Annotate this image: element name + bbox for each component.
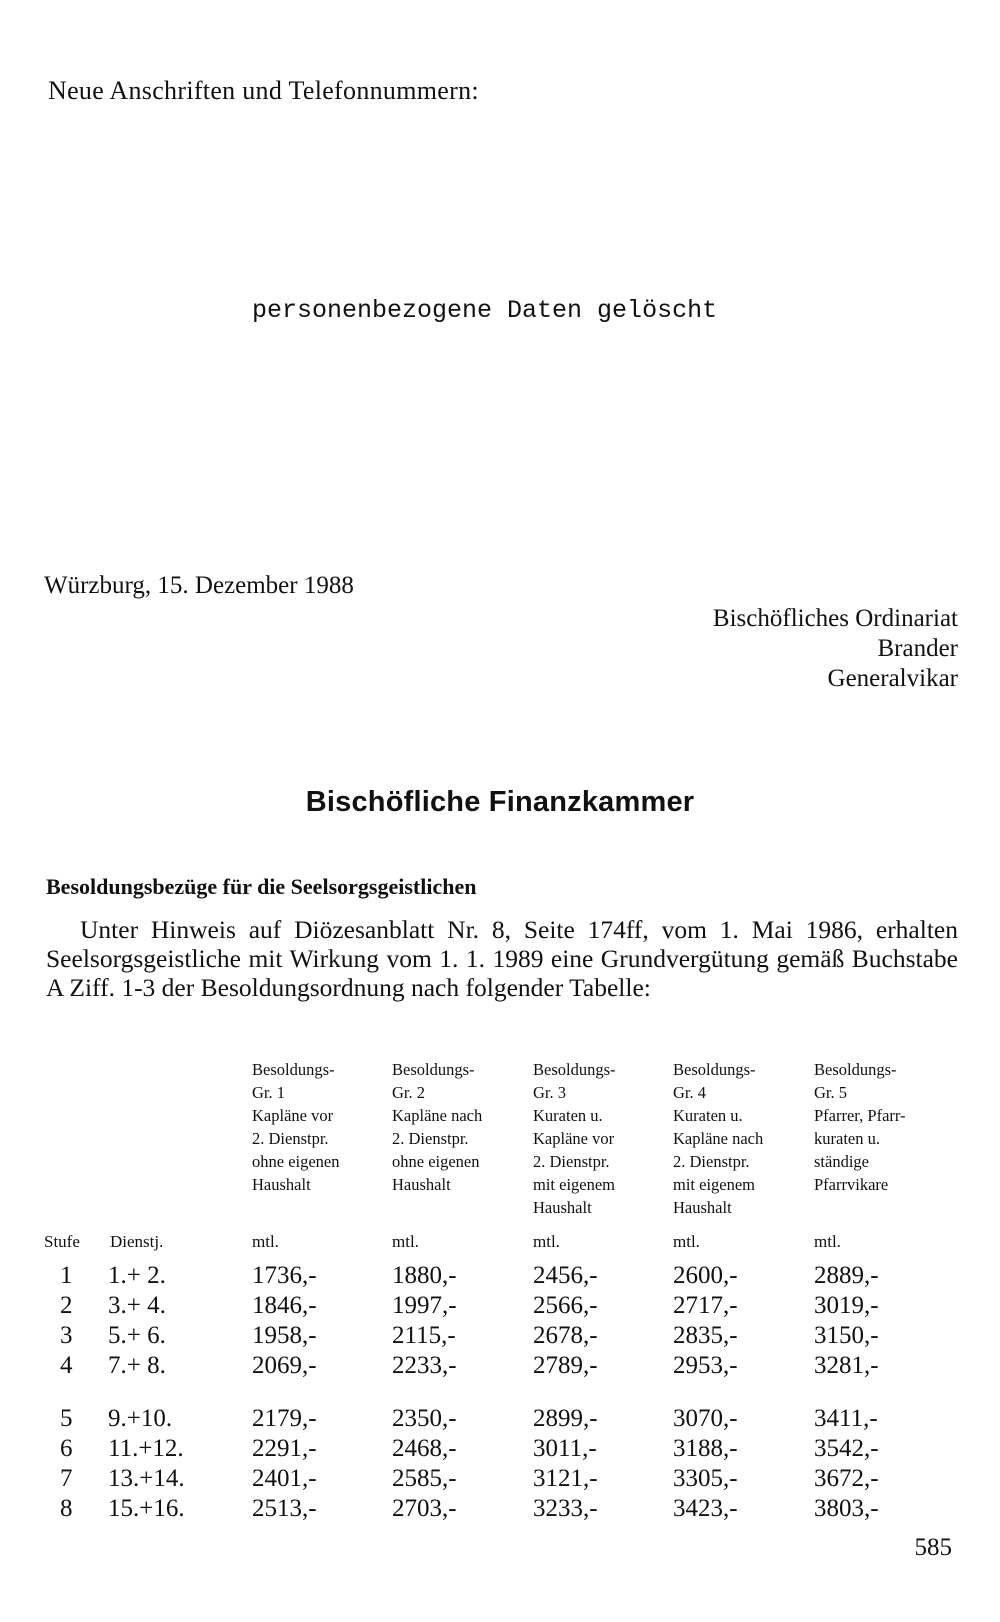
salary-cell: 3011,- <box>533 1435 597 1462</box>
subheading: Besoldungsbezüge für die Seelsorgsgeistlichen <box>46 874 477 899</box>
unit-label: mtl. <box>392 1232 419 1251</box>
page-number: 585 <box>914 1534 952 1561</box>
salary-cell: 2350,- <box>392 1405 457 1432</box>
stufe-number: 5 <box>60 1405 73 1432</box>
group-header <box>392 1058 482 1196</box>
signature-name: Brander <box>877 635 958 662</box>
group-header-line: ohne eigenen <box>392 1152 480 1171</box>
salary-cell: 3121,- <box>533 1465 598 1492</box>
group-header-line: mit eigenem <box>533 1175 616 1194</box>
stufe-number: 7 <box>60 1465 73 1492</box>
salary-cell: 3423,- <box>673 1495 738 1522</box>
group-header-line: 2. Dienstpr. <box>673 1152 750 1171</box>
salary-cell: 2899,- <box>533 1405 598 1432</box>
salary-cell: 2401,- <box>252 1465 317 1492</box>
group-header-line: Besoldungs- <box>533 1060 616 1079</box>
group-header <box>673 1058 763 1219</box>
salary-cell: 3188,- <box>673 1435 738 1462</box>
signature-title: Generalvikar <box>827 665 958 692</box>
salary-cell: 1958,- <box>252 1322 317 1349</box>
dienstjahre: 3.+ 4. <box>108 1292 166 1319</box>
group-header-line: Kapläne nach <box>392 1106 483 1125</box>
stufe-number: 6 <box>60 1435 73 1462</box>
group-header-line: Kapläne nach <box>673 1129 764 1148</box>
group-header-line: 2. Dienstpr. <box>533 1152 610 1171</box>
dienstjahre: 1.+ 2. <box>108 1262 166 1289</box>
salary-cell: 2789,- <box>533 1352 598 1379</box>
group-header <box>252 1058 340 1196</box>
dienstjahre: 15.+16. <box>108 1495 185 1522</box>
salary-cell: 3281,- <box>814 1352 879 1379</box>
stufe-number: 2 <box>60 1292 73 1319</box>
redaction-note: personenbezogene Daten gelöscht <box>252 296 718 325</box>
salary-cell: 2835,- <box>673 1322 738 1349</box>
salary-cell: 1997,- <box>392 1292 457 1319</box>
dienstjahre: 11.+12. <box>108 1435 184 1462</box>
salary-cell: 3411,- <box>814 1405 878 1432</box>
group-header-line: Pfarrer, Pfarr- <box>814 1106 906 1125</box>
salary-cell: 3019,- <box>814 1292 879 1319</box>
unit-label: mtl. <box>252 1232 279 1251</box>
group-header-line: Gr. 1 <box>252 1083 285 1102</box>
dienstjahre: 9.+10. <box>108 1405 173 1432</box>
salary-cell: 3070,- <box>673 1405 738 1432</box>
group-header-line: Besoldungs- <box>673 1060 756 1079</box>
salary-cell: 2703,- <box>392 1495 457 1522</box>
group-header-line: Haushalt <box>533 1198 592 1217</box>
dienstjahre: 7.+ 8. <box>108 1352 166 1379</box>
salary-cell: 2953,- <box>673 1352 738 1379</box>
unit-label: mtl. <box>533 1232 560 1251</box>
salary-cell: 2069,- <box>252 1352 317 1379</box>
salary-cell: 2179,- <box>252 1405 317 1432</box>
salary-cell: 2456,- <box>533 1262 598 1289</box>
group-header-line: Besoldungs- <box>814 1060 897 1079</box>
group-header <box>533 1058 616 1219</box>
group-header-line: Haushalt <box>392 1175 451 1194</box>
salary-cell: 3305,- <box>673 1465 738 1492</box>
group-header-line: 2. Dienstpr. <box>252 1129 329 1148</box>
group-header-line: Pfarrvikare <box>814 1175 889 1194</box>
salary-cell: 1736,- <box>252 1262 317 1289</box>
signature-office: Bischöfliches Ordinariat <box>712 605 958 632</box>
group-header-line: mit eigenem <box>673 1175 756 1194</box>
salary-cell: 2233,- <box>392 1352 457 1379</box>
group-header-line: Kapläne vor <box>533 1129 615 1148</box>
salary-cell: 2678,- <box>533 1322 598 1349</box>
group-header-line: Gr. 2 <box>392 1083 425 1102</box>
stufe-number: 8 <box>60 1495 73 1522</box>
dienstjahre: 5.+ 6. <box>108 1322 166 1349</box>
salary-cell: 2717,- <box>673 1292 738 1319</box>
salary-cell: 2585,- <box>392 1465 457 1492</box>
stufe-number: 3 <box>60 1322 73 1349</box>
group-header-line: 2. Dienstpr. <box>392 1129 469 1148</box>
group-header-line: Gr. 3 <box>533 1083 566 1102</box>
stufe-number: 4 <box>60 1352 73 1379</box>
group-header <box>814 1058 906 1196</box>
group-header-line: Besoldungs- <box>392 1060 475 1079</box>
salary-cell: 2468,- <box>392 1435 457 1462</box>
salary-cell: 2513,- <box>252 1495 317 1522</box>
salary-cell: 2115,- <box>392 1322 456 1349</box>
salary-cell: 3233,- <box>533 1495 598 1522</box>
dienstjahre: 13.+14. <box>108 1465 185 1492</box>
salary-cell: 3672,- <box>814 1465 879 1492</box>
group-header-line: Besoldungs- <box>252 1060 335 1079</box>
group-header-line: ohne eigenen <box>252 1152 340 1171</box>
group-header-line: Kuraten u. <box>673 1106 743 1125</box>
salary-cell: 2600,- <box>673 1262 738 1289</box>
salary-cell: 3150,- <box>814 1322 879 1349</box>
salary-cell: 2889,- <box>814 1262 879 1289</box>
group-header-line: kuraten u. <box>814 1129 880 1148</box>
salary-cell: 2291,- <box>252 1435 317 1462</box>
stufe-label: Stufe <box>44 1232 80 1251</box>
salary-cell: 1846,- <box>252 1292 317 1319</box>
salary-cell: 1880,- <box>392 1262 457 1289</box>
group-header-line: Haushalt <box>252 1175 311 1194</box>
group-header-line: Gr. 4 <box>673 1083 706 1102</box>
dienstj-label: Dienstj. <box>110 1232 164 1251</box>
group-header-line: Haushalt <box>673 1198 732 1217</box>
group-header-line: Gr. 5 <box>814 1083 847 1102</box>
intro-heading: Neue Anschriften und Telefonnummern: <box>48 76 479 105</box>
group-header-line: Kapläne vor <box>252 1106 334 1125</box>
unit-label: mtl. <box>673 1232 700 1251</box>
date-line: Würzburg, 15. Dezember 1988 <box>44 572 354 599</box>
group-header-line: Kuraten u. <box>533 1106 603 1125</box>
unit-label: mtl. <box>814 1232 841 1251</box>
group-header-line: ständige <box>814 1152 869 1171</box>
salary-cell: 3803,- <box>814 1495 879 1522</box>
signature-block <box>713 604 958 694</box>
section-title: Bischöfliche Finanzkammer <box>305 786 695 818</box>
salary-cell: 3542,- <box>814 1435 879 1462</box>
stufe-number: 1 <box>60 1262 73 1289</box>
salary-cell: 2566,- <box>533 1292 598 1319</box>
body-paragraph: Unter Hinweis auf Diözesanblatt Nr. 8, Seite 174ff, vom 1. Mai 1986, erhalten Seelsorgsgeistliche mit Wirkung vom 1. 1. 1989 eine Grundvergütung gemäß Buchstabe A Ziff. 1-3 der Besoldungsordnung nach folgender Tabelle: <box>46 915 958 1002</box>
